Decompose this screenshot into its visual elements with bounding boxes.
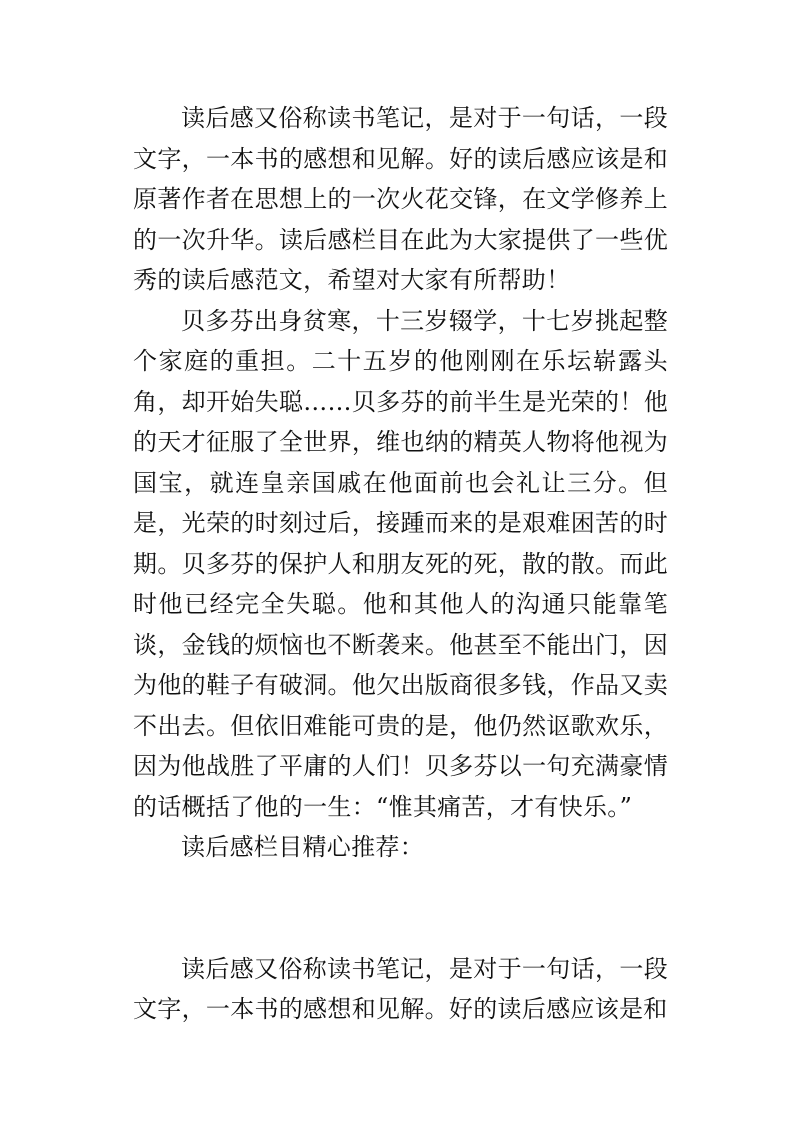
recommend-paragraph: 读后感栏目精心推荐： <box>181 833 424 861</box>
document-page <box>133 98 668 1030</box>
intro-paragraph: 读后感又俗称读书笔记，是对于一句话，一段文字，一本书的感想和见解。好的读后感应该是和原著作者在思想上的一次火花交锋，在文学修养上的一次升华。读后感栏目在此为大家提供了一些优秀的读后感范文，希望对大家有所帮助！ <box>133 104 668 294</box>
repeated-intro-paragraph: 读后感又俗称读书笔记，是对于一句话，一段文字，一本书的感想和见解。好的读后感应该是和 <box>133 954 668 1023</box>
beethoven-paragraph: 贝多芬出身贫寒，十三岁辍学，十七岁挑起整个家庭的重担。二十五岁的他刚刚在乐坛崭露头角，却开始失聪……贝多芬的前半生是光荣的！他的天才征服了全世界，维也纳的精英人物将他视为国宝，就连皇亲国戚在他面前也会礼让三分。但是，光荣的时刻过后，接踵而来的是艰难困苦的时期。贝多芬的保护人和朋友死的死，散的散。而此时他已经完全失聪。他和其他人的沟通只能靠笔谈，金钱的烦恼也不断袭来。他甚至不能出门，因为他的鞋子有破洞。他欠出版商很多钱，作品又卖不出去。但依旧难能可贵的是，他仍然讴歌欢乐，因为他战胜了平庸的人们！贝多芬以一句充满豪情的话概括了他的一生：“惟其痛苦，才有快乐。” <box>133 306 668 821</box>
paragraph-gap <box>133 868 668 949</box>
